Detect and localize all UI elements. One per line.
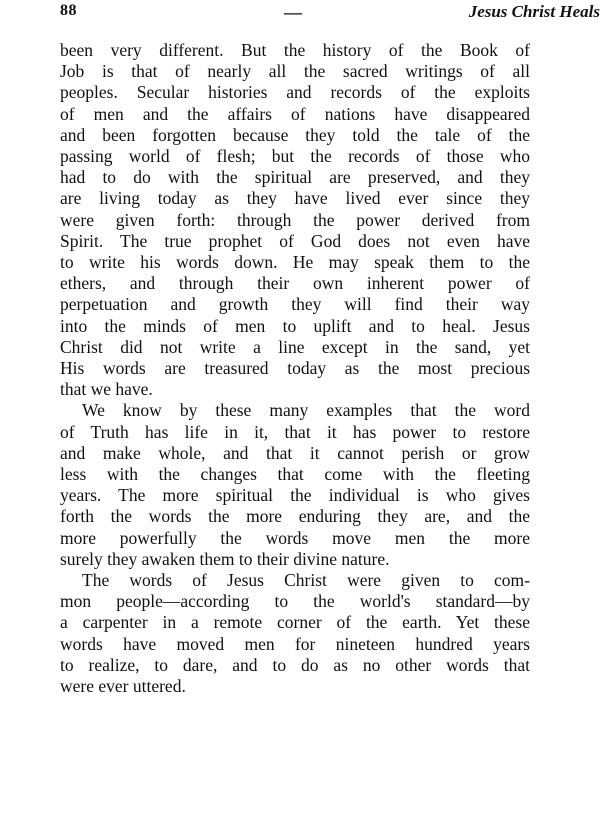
text-line: years. The more spiritual the individual is who gives xyxy=(60,485,530,506)
text-line: and been forgotten because they told the tale of the xyxy=(60,124,530,145)
text-line: ethers, and through their own inherent power of xyxy=(60,273,530,294)
text-line: and make whole, and that it cannot perish or grow xyxy=(60,442,530,463)
text-line: We know by these many examples that the word xyxy=(82,400,530,421)
text-line: had to do with the spiritual are preserved, and they xyxy=(60,167,530,188)
text-line: of Truth has life in it, that it has power to restore xyxy=(60,421,530,442)
text-line: to write his words down. He may speak them to the xyxy=(60,252,530,273)
text-line: Christ did not write a line except in the sand, yet xyxy=(60,336,530,357)
text-line: His words are treasured today as the most precious xyxy=(60,358,530,379)
text-line: less with the changes that come with the fleeting xyxy=(60,464,530,485)
text-line: words have moved men for nineteen hundred years xyxy=(60,633,530,654)
text-line: are living today as they have lived ever since they xyxy=(60,188,530,209)
page-header xyxy=(60,2,600,28)
page-number: 88 xyxy=(60,2,77,19)
text-line: more powerfully the words move men the more xyxy=(60,527,530,548)
running-title: Jesus Christ Heals xyxy=(468,2,600,21)
text-line: forth the words the more enduring they are, and the xyxy=(60,506,530,527)
text-line: The words of Jesus Christ were given to com- xyxy=(82,570,530,591)
text-line: of men and the affairs of nations have disappeared xyxy=(60,103,530,124)
text-line: into the minds of men to uplift and to heal. Jesus xyxy=(60,315,530,336)
paragraph xyxy=(60,40,530,400)
header-ornament: — xyxy=(284,2,302,22)
text-line: that we have. xyxy=(60,379,153,400)
text-line: Spirit. The true prophet of God does not even have xyxy=(60,230,530,251)
paragraph xyxy=(60,400,530,570)
text-line: a carpenter in a remote corner of the earth. Yet these xyxy=(60,612,530,633)
text-line: surely they awaken them to their divine nature. xyxy=(60,548,390,569)
text-line: to realize, to dare, and to do as no other words that xyxy=(60,654,530,675)
text-line: perpetuation and growth they will find their way xyxy=(60,294,530,315)
text-line: were given forth: through the power derived from xyxy=(60,209,530,230)
paragraph xyxy=(60,570,530,697)
text-line: Job is that of nearly all the sacred writings of all xyxy=(60,61,530,82)
text-line: were ever uttered. xyxy=(60,676,186,697)
body-text xyxy=(60,40,530,697)
text-line: mon people—according to the world's standard—by xyxy=(60,591,530,612)
text-line: passing world of flesh; but the records of those who xyxy=(60,146,530,167)
text-line: been very different. But the history of the Book of xyxy=(60,40,530,60)
text-line: peoples. Secular histories and records of the exploits xyxy=(60,82,530,103)
